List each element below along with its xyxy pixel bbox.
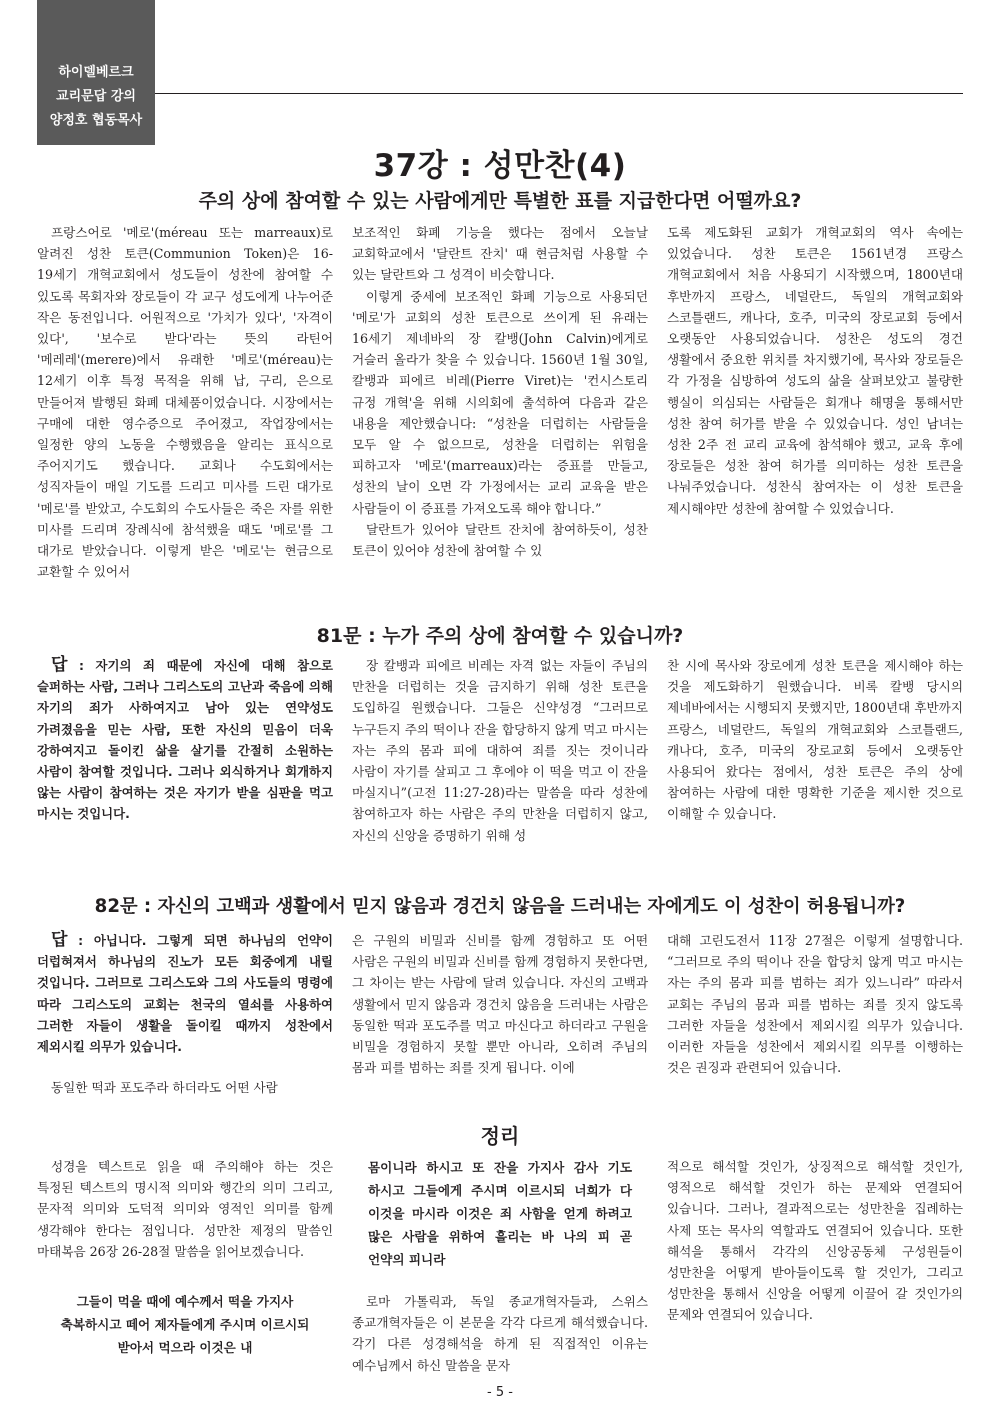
question-81-title: 81문 : 누가 주의 상에 참여할 수 있습니까? xyxy=(316,625,684,647)
summary-column-1 xyxy=(37,1156,333,1359)
summary-column-3 xyxy=(667,1156,963,1326)
lecture-title: 37강 : 성만찬(4) xyxy=(373,148,627,184)
lecture-subtitle: 주의 상에 참여할 수 있는 사람에게만 특별한 표를 지급한다면 어떨까요? xyxy=(198,190,802,212)
answer-81 xyxy=(37,655,333,825)
question-82-title: 82문 : 자신의 고백과 생활에서 믿지 않음과 경건치 않음을 드러내는 자에게도 이 성찬이 허용됩니까? xyxy=(94,896,906,917)
paragraph: 프랑스어로 '메로'(méreau 또는 marreaux)로 알려진 성찬 토큰(Communion Token)은 16-19세기 개혁교회에서 성도들이 성찬에 참여할 수 있도록 목회자와 장로들이 각 교구 성도에게 나누어준 작은 동전입니다. 어원적으로 '가치가 있다', '자격이 있다', '보수로 받다'라는 뜻의 라틴어 '메레레'(merere)에서 유래한 '메로'(méreau)는 12세기 이후 특정 목적을 위해 납, 구리, 은으로 만들어져 발행된 화폐 대체품이었습니다. 시장에서는 구매에 대한 영수증으로 주어졌고, 작업장에서는 일정한 양의 노동을 수행했음을 알리는 표식으로 주어지기도 했습니다. 교회나 수도회에서는 성직자들이 매일 기도를 드리고 미사를 드린 대가로 '메로'를 받았고, 수도회의 수도사들은 죽은 자를 위한 미사를 드리며 장례식에 참석했을 때도 '메로'를 그 대가로 받았습니다. 이렇게 받은 '메로'는 현금으로 교환할 수 있어서 xyxy=(37,225,333,580)
paragraph: 적으로 해석할 것인가, 상징적으로 해석할 것인가, 영적으로 해석할 것인가 하는 문제와 연결되어 있습니다. 그러나, 결과적으로는 성만찬을 집례하는 사제 또는 목사의 역할과도 연결되어 있습니다. 또한 해석을 통해서 각각의 신앙공동체 구성원들이 성만찬을 어떻게 받아들이도록 할 것인가, 그리고 성만찬을 통해서 신앙을 어떻게 이끌어 갈 것인가의 문제와 연결되어 있습니다. xyxy=(667,1159,963,1323)
question-82-answer-column xyxy=(37,930,333,1098)
paragraph: 달란트가 있어야 달란트 잔치에 참여하듯이, 성찬 토큰이 있어야 성찬에 참여할 수 있 xyxy=(352,521,648,559)
paragraph: 도록 제도화된 교회가 개혁교회의 역사 속에는 있었습니다. 성찬 토큰은 1561년경 프랑스 개혁교회에서 처음 사용되기 시작했으며, 1800년대 후반까지 프랑스, 네덜란드, 독일의 개혁교회와 스코틀랜드, 캐나다, 호주, 미국의 장로교회 등에서 오랫동안 사용되었습니다. 성찬은 성도의 경건 생활에서 중요한 위치를 차지했기에, 목사와 장로들은 각 가정을 심방하여 성도의 삶을 살펴보았고 불량한 행실이 의심되는 사람들은 회개나 해명을 통해서만 성찬 참여 허가를 받을 수 있었습니다. 성인 남녀는 성찬 2주 전 교리 교육에 참석해야 했고, 교육 후에 장로들은 성찬 참여 허가를 의미하는 성찬 토큰을 나눠주었습니다. 성찬식 참여자는 이 성찬 토큰을 제시해야만 성찬에 참여할 수 있었습니다. xyxy=(667,225,963,516)
scripture-quote-part-2: 몸이니라 하시고 또 잔을 가지사 감사 기도 하시고 그들에게 주시며 이르시되 너희가 다 이것을 마시라 이것은 죄 사함을 얻게 하려고 많은 사람을 위하여 흘리는 바 나의 피 곧 언약의 피니라 xyxy=(368,1160,632,1267)
author-badge xyxy=(37,0,155,145)
lecture-column-2 xyxy=(352,222,648,561)
summary-title: 정리 xyxy=(480,1124,520,1148)
paragraph: 은 구원의 비밀과 신비를 함께 경험하고 또 어떤 사람은 구원의 비밀과 신비를 함께 경험하지 못한다면, 그 차이는 받는 사람에 달려 있습니다. 자신의 고백과 생활에서 믿지 않음과 경건치 않음을 드러내는 사람은 동일한 떡과 포도주를 먹고 마신다고 하더라고 구원을 비밀을 경험하지 못할 뿐만 아니라, 오히려 주님의 몸과 피를 범하는 죄를 짓게 됩니다. 이에 xyxy=(352,933,648,1076)
question-81-column-3 xyxy=(667,655,963,825)
answer-label: 답 xyxy=(51,930,68,950)
paragraph: 찬 시에 목사와 장로에게 성찬 토큰을 제시해야 하는 것을 제도화하기 원했습니다. 비록 칼뱅 당시의 제네바에서는 시행되지 못했지만, 1800년대 후반까지 프랑스, 네덜란드, 독일의 개혁교회와 스코틀랜드, 캐나다, 호주, 미국의 장로교회 등에서 오랫동안 사용되어 왔다는 점에서, 성찬 토큰은 주의 상에 참여하는 사람에 대한 명확한 기준을 제시한 것으로 이해할 수 있습니다. xyxy=(667,658,963,822)
paragraph: 이렇게 중세에 보조적인 화폐 기능으로 사용되던 '메로'가 교회의 성찬 토큰으로 쓰이게 된 유래는 16세기 제네바의 장 칼뱅(John Calvin)에게로 거슬러 올라가 찾을 수 있습니다. 1560년 1월 30일, 칼뱅과 피에르 비레(Pierre Viret)는 '컨시스토리 규정 개혁'을 위해 시의회에 출석하여 다음과 같은 내용을 제안했습니다: “성찬을 더럽히는 사람들을 모두 알 수 없으므로, 성찬을 더럽히는 위험을 피하고자 '메로'(marreaux)라는 증표를 만들고, 성찬의 날이 오면 각 가정에서는 교리 교육을 받은 사람들이 이 증표를 가져오도록 해야 합니다.” xyxy=(352,288,648,516)
badge-line-course: 교리문답 강의 xyxy=(56,89,136,104)
paragraph: 대해 고린도전서 11장 27절은 이렇게 설명합니다. “그러므로 주의 떡이나 잔을 합당치 않게 먹고 마시는 자는 주의 몸과 피를 범하는 죄가 있느니라” 따라서 교회는 주님의 몸과 피를 범하는 죄를 짓지 않도록 그러한 자들을 성찬에서 제외시킬 의무가 있습니다. 이러한 자들을 성찬에서 제외시킬 의무를 이행하는 것은 권징과 관련되어 있습니다. xyxy=(667,933,963,1076)
lecture-column-1 xyxy=(37,222,333,582)
answer-text: : 아닙니다. 그렇게 되면 하나님의 언약이 더럽혀져서 하나님의 진노가 모든 회중에게 내릴 것입니다. 그러므로 그리스도와 그의 사도들의 명령에 따라 그리스도의 교회는 천국의 열쇠를 사용하여 그러한 자들이 생활을 돌이킬 때까지 성찬에서 제외시킬 의무가 있습니다. xyxy=(37,933,333,1055)
answer-text: : 자기의 죄 때문에 자신에 대해 참으로 슬퍼하는 사람, 그러나 그리스도의 고난과 죽음에 의해 자기의 죄가 사하여지고 남아 있는 연약성도 가려졌음을 믿는 사람, 또한 자신의 믿음이 더욱 강하여지고 돌이킨 삶을 살기를 간절히 소원하는 사람이 참여할 것입니다. 그러나 외식하거나 회개하지 않는 사람이 참여하는 것은 자기가 받을 심판을 먹고 마시는 것입니다. xyxy=(37,658,333,822)
question-81-answer-column xyxy=(37,655,333,825)
badge-line-author: 양정호 협동목사 xyxy=(49,113,143,128)
question-81-column-2 xyxy=(352,655,648,846)
paragraph: 성경을 텍스트로 읽을 때 주의해야 하는 것은 특정된 텍스트의 명시적 의미와 행간의 의미 그리고, 문자적 의미와 도덕적 의미와 영적인 의미를 함께 생각해야 한다는 점입니다. 성만찬 제정의 말씀인 마태복음 26장 26-28절 말씀을 읽어보겠습니다. xyxy=(37,1159,333,1259)
header-divider xyxy=(155,93,963,94)
paragraph: 보조적인 화폐 기능을 했다는 점에서 오늘날 교회학교에서 '달란트 잔치' 때 현금처럼 사용할 수 있는 달란트와 그 성격이 비슷합니다. xyxy=(352,225,648,283)
answer-label: 답 xyxy=(51,655,68,675)
paragraph: 장 칼뱅과 피에르 비레는 자격 없는 자들이 주님의 만찬을 더럽히는 것을 금지하기 위해 성찬 토큰을 도입하길 원했습니다. 그들은 신약성경 “그러므로 누구든지 주의 떡이나 잔을 합당하지 않게 먹고 마시는 자는 주의 몸과 피에 대하여 죄를 짓는 것이니라 사람이 자기를 살피고 그 후에야 이 떡을 먹고 이 잔을 마실지니”(고전 11:27-28)라는 말씀을 따라 성찬에 참여하고자 하는 사람은 주의 만찬을 더럽히지 않고, 자신의 신앙을 증명하기 위해 성 xyxy=(352,658,648,843)
page-number: - 5 - xyxy=(487,1385,513,1400)
summary-column-2 xyxy=(352,1156,648,1376)
paragraph: 로마 가톨릭과, 독일 종교개혁자들과, 스위스 종교개혁자들은 이 본문을 각각 다르게 해석했습니다. 각기 다른 성경해석을 하게 된 직접적인 이유는 예수님께서 하신 말씀을 문자 xyxy=(352,1294,648,1373)
scripture-quote-part-1: 그들이 먹을 때에 예수께서 떡을 가지사 축복하시고 떼어 제자들에게 주시며 이르시되 받아서 먹으라 이것은 내 xyxy=(60,1294,310,1356)
lecture-column-3 xyxy=(667,222,963,519)
answer-82 xyxy=(37,930,333,1057)
question-82-column-2 xyxy=(352,930,648,1078)
question-82-column-3 xyxy=(667,930,963,1078)
paragraph: 동일한 떡과 포도주라 하더라도 어떤 사람 xyxy=(51,1080,278,1096)
badge-line-series: 하이델베르크 xyxy=(58,65,134,80)
